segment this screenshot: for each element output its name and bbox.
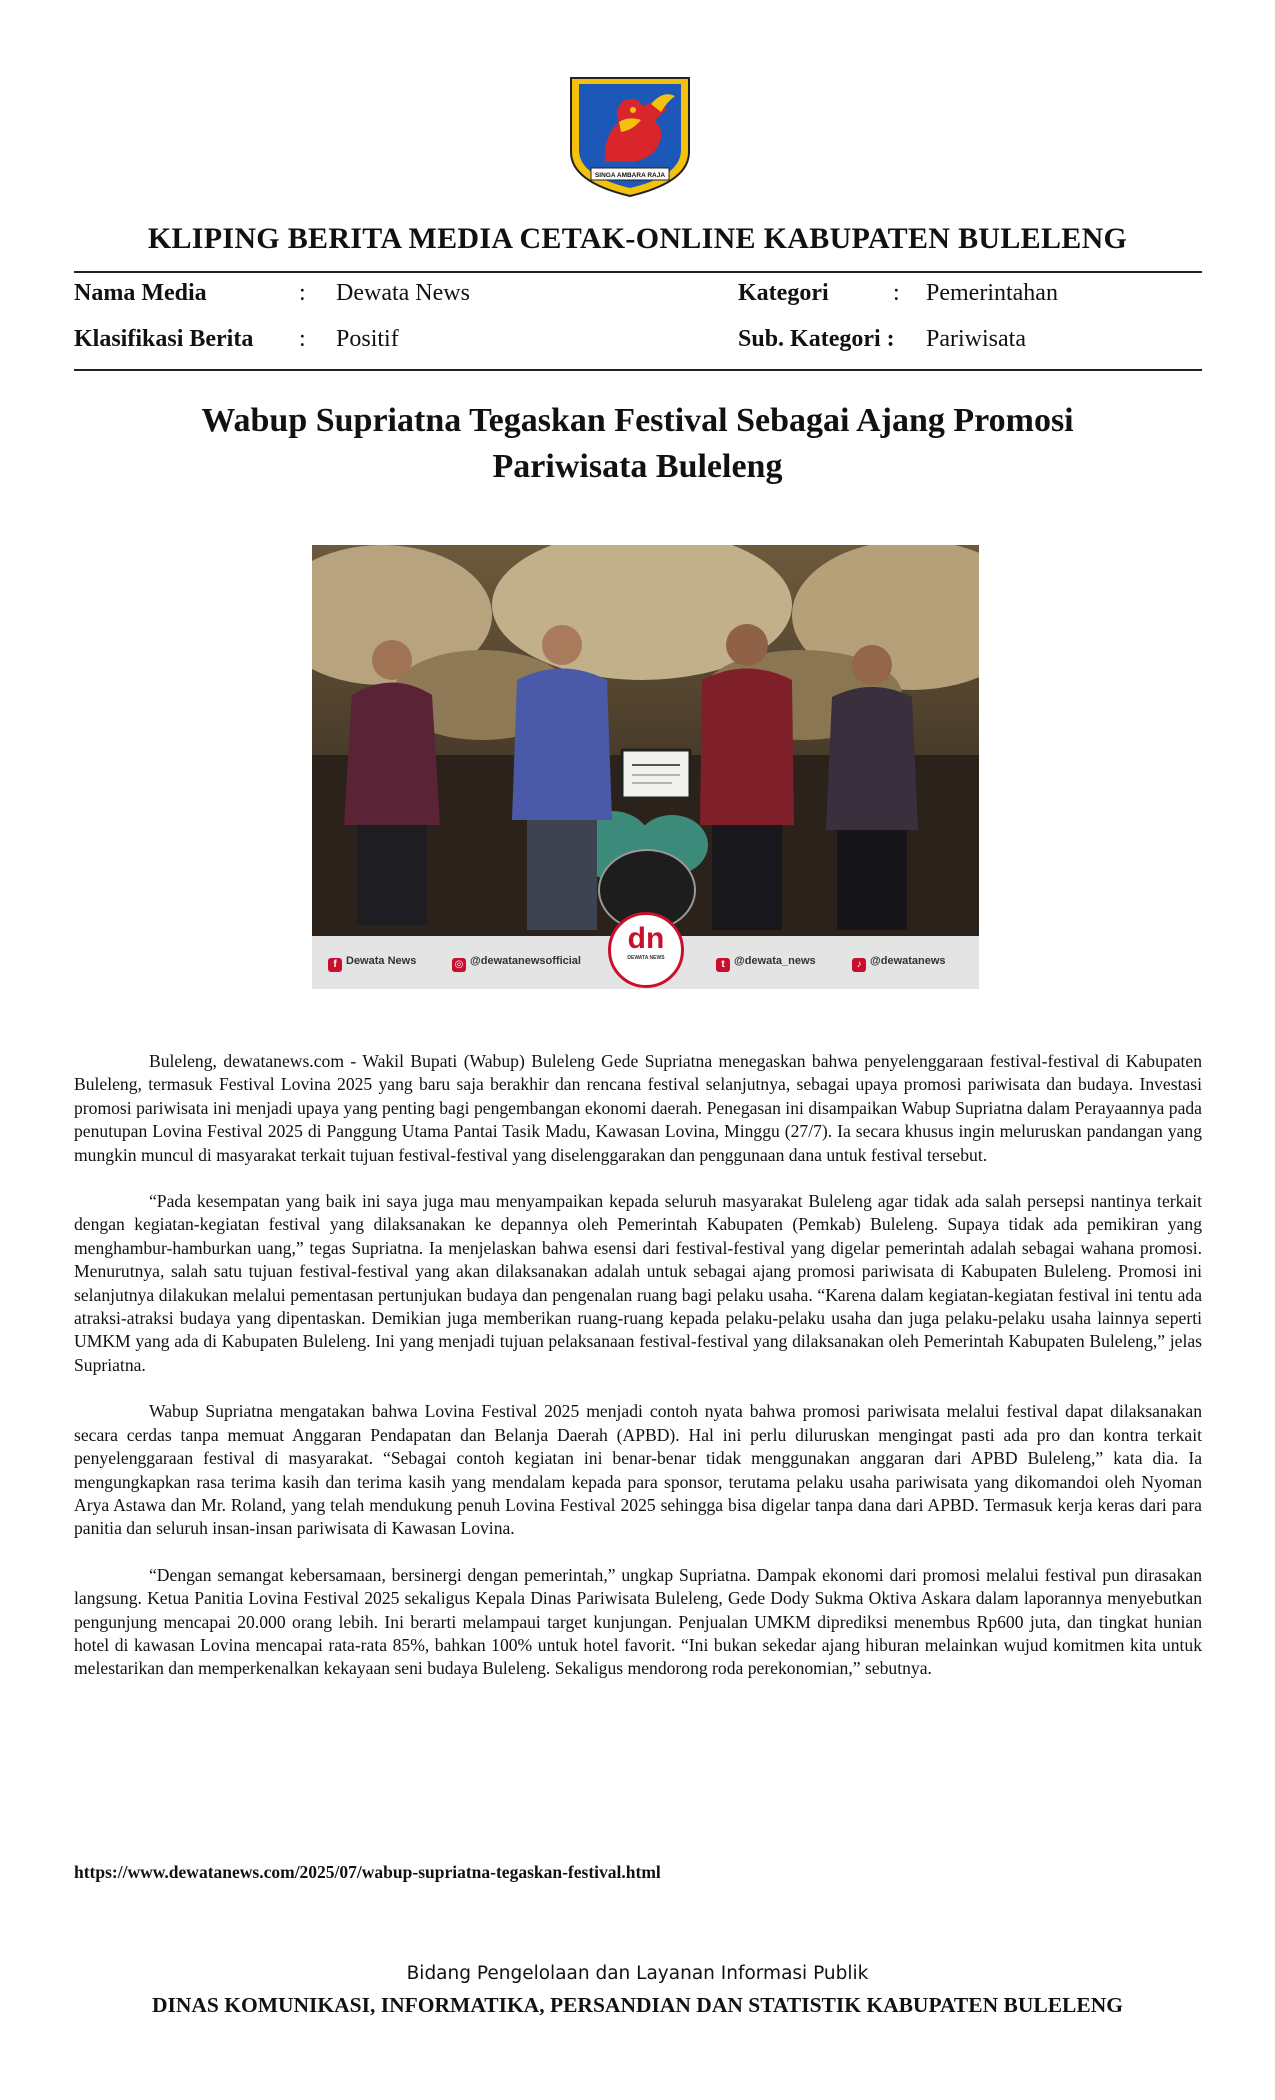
photo-social-bar [312, 922, 979, 989]
twitter-handle-text: @dewata_news [734, 955, 816, 967]
twitter-handle [716, 955, 816, 972]
footer-agency: DINAS KOMUNIKASI, INFORMATIKA, PERSANDIAN DAN STATISTIK KABUPATEN BULELENG [151, 1993, 1123, 2017]
meta-row-1 [74, 280, 1202, 314]
document-header-title: KLIPING BERITA MEDIA CETAK-ONLINE KABUPATEN BULELENG [147, 222, 1128, 255]
klasifikasi-label: Klasifikasi Berita [74, 326, 254, 352]
klasifikasi-value: Positif [336, 326, 399, 352]
article-body [74, 1050, 1202, 1704]
twitter-icon: t [716, 958, 730, 972]
meta-row-2 [74, 326, 1202, 360]
instagram-handle-text: @dewatanewsofficial [470, 955, 581, 967]
tiktok-handle [852, 955, 946, 972]
dn-logo-subtext: DEWATA NEWS [627, 955, 665, 961]
logo-motto: SINGA AMBARA RAJA [594, 172, 666, 179]
article-paragraph-1: Buleleng, dewatanews.com - Wakil Bupati (Wabup) Buleleng Gede Supriatna menegaskan bahwa penyelenggaraan festival-festival di Kabupaten Buleleng, termasuk Festival Lovina 2025 yang baru saja berakhir dan rencana festival selanjutnya, sebagai upaya promosi pariwisata dan budaya. Investasi promosi pariwisata ini menjadi upaya yang penting bagi pengembangan ekonomi daerah. Penegasan ini disampaikan Wabup Supriatna dalam Perayaannya pada penutupan Lovina Festival 2025 di Panggung Utama Pantai Tasik Madu, Kawasan Lovina, Minggu (27/7). Ia secara khusus ingin meluruskan pandangan yang mungkin muncul di masyarakat terkait tujuan festival-festival yang diselenggarakan dan penggunaan dana untuk festival tersebut. [74, 1051, 1202, 1165]
header-top-rule [74, 271, 1202, 273]
article-title [120, 398, 1155, 490]
colon: : [299, 280, 306, 306]
sub-kategori-value: Pariwisata [926, 326, 1026, 352]
facebook-handle [328, 955, 416, 972]
buleleng-coat-of-arms-logo [563, 74, 697, 200]
tiktok-handle-text: @dewatanews [870, 955, 946, 967]
sub-kategori-label: Sub. Kategori : [738, 326, 895, 352]
nama-media-label: Nama Media [74, 280, 207, 306]
kategori-value: Pemerintahan [926, 280, 1058, 306]
kategori-label: Kategori [738, 280, 829, 306]
tiktok-icon: ♪ [852, 958, 866, 972]
dewata-news-logo [608, 912, 684, 988]
dn-logo-text: dn [627, 922, 665, 955]
nama-media-value: Dewata News [336, 280, 470, 306]
article-source-url[interactable]: https://www.dewatanews.com/2025/07/wabup-supriatna-tegaskan-festival.html [74, 1862, 661, 1882]
colon: : [893, 280, 900, 306]
article-title-line-2: Pariwisata Buleleng [492, 448, 783, 485]
article-paragraph-3: Wabup Supriatna mengatakan bahwa Lovina Festival 2025 menjadi contoh nyata bahwa promosi pariwisata melalui festival dapat dilaksanakan secara cerdas tanpa memuat Anggaran Pendapatan dan Belanja Daerah (APBD). Hal ini perlu diluruskan mengingat pasti ada pro dan kontra terkait penyelenggaraan festival di masyarakat. “Sebagai contoh kegiatan ini benar-benar tidak menggunakan anggaran dari APBD Buleleng,” kata dia. Ia mengungkapkan rasa terima kasih dan terima kasih yang mendalam kepada para sponsor, terutama pelaku usaha pariwisata yang dikomandoi oleh Nyoman Arya Astawa dan Mr. Roland, yang telah mendukung penuh Lovina Festival 2025 sehingga bisa digelar tanpa dana dari APBD. Termasuk kerja keras dari para panitia dan seluruh insan-insan pariwisata di Kawasan Lovina. [74, 1401, 1202, 1539]
article-paragraph-4: “Dengan semangat kebersamaan, bersinergi dengan pemerintah,” ungkap Supriatna. Dampak ekonomi dari promosi melalui festival pun dirasakan langsung. Ketua Panitia Lovina Festival 2025 sekaligus Kepala Dinas Pariwisata Buleleng, Gede Dody Sukma Oktiva Askara dalam laporannya menyebutkan pengunjung mencapai 20.000 orang lebih. Ini berarti melampaui target kunjungan. Penjualan UMKM diprediksi menembus Rp600 juta, dan tingkat hunian hotel di kawasan Lovina mencapai rata-rata 85%, bahkan 100% untuk hotel favorit. “Ini bukan sekedar ajang hiburan melainkan wujud komitmen kita untuk melestarikan dan memperkenalkan kekayaan seni budaya Buleleng. Sekaligus mendorong roda perekonomian,” sebutnya. [74, 1564, 1202, 1679]
article-paragraph-2: “Pada kesempatan yang baik ini saya juga mau menyampaikan kepada seluruh masyarakat Buleleng agar tidak ada salah persepsi nantinya terkait dengan kegiatan-kegiatan festival yang dilaksanakan ke depannya oleh Pemerintah Kabupaten (Pemkab) Buleleng. Supaya tidak ada pemikiran yang menghambur-hamburkan uang,” tegas Supriatna. Ia menjelaskan bahwa esensi dari festival-festival yang digelar pemerintah adalah sebagai wahana promosi. Menurutnya, salah satu tujuan festival-festival yang akan dilaksanakan adalah untuk sebagai ajang promosi pariwisata di Kabupaten Buleleng. Promosi ini selanjutnya dilakukan melalui pementasan pertunjukan budaya dan pengenalan ruang bagi pelaku usaha. “Karena dalam kegiatan-kegiatan festival ini tentu ada atraksi-atraksi budaya yang dipentaskan. Demikian juga memberikan ruang-ruang kepada pelaku-pelaku usaha dan juga pelaku-pelaku usaha lainnya seperti UMKM yang ada di Kabupaten Buleleng. Ini yang menjadi tujuan pelaksanaan festival-festival yang dilaksanakan oleh Pemerintah Kabupaten Buleleng,” jelas Supriatna. [74, 1191, 1202, 1375]
article-title-line-1: Wabup Supriatna Tegaskan Festival Sebagai Ajang Promosi [201, 402, 1074, 439]
instagram-handle [452, 955, 581, 972]
header-bottom-rule [74, 369, 1202, 371]
footer-division: Bidang Pengelolaan dan Layanan Informasi Publik [406, 1963, 869, 1984]
facebook-handle-text: Dewata News [346, 955, 417, 967]
colon: : [299, 326, 306, 352]
facebook-icon: f [328, 958, 342, 972]
instagram-icon: ◎ [452, 958, 466, 972]
article-photo [312, 545, 979, 989]
